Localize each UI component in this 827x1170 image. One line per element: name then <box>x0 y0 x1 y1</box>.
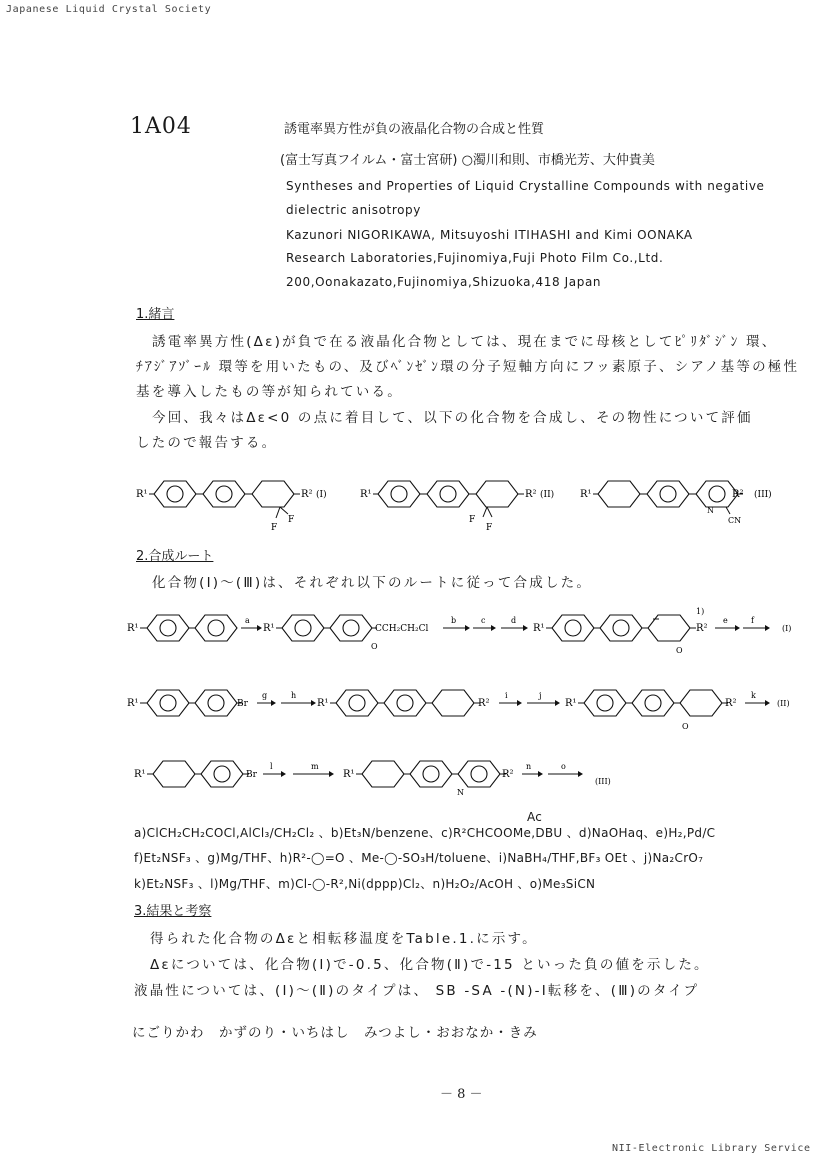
route-compound-iii <box>130 755 650 807</box>
r1-label: R¹ <box>127 698 139 709</box>
paper-title-en-line2: dielectric anisotropy <box>286 203 421 217</box>
section-2-line1: 化合物(Ⅰ)～(Ⅲ)は、それぞれ以下のルートに従って合成した。 <box>152 575 593 591</box>
compound-i-structure <box>136 481 327 533</box>
cyano-label: CN <box>728 516 742 525</box>
arrow-a-label: a <box>245 616 250 625</box>
route-compound-ii <box>125 680 805 736</box>
oxygen-label: O <box>371 642 378 651</box>
arrow-g-label: g <box>262 691 268 700</box>
r1-label: R¹ <box>127 623 139 634</box>
fluorine-label: F <box>271 523 278 533</box>
route-compound-i <box>125 605 805 661</box>
affiliation-line2: 200,Oonakazato,Fujinomiya,Shizuoka,418 Japan <box>286 275 602 289</box>
authors-en: Kazunori NIGORIKAWA, Mitsuyoshi ITIHASHI and Kimi OONAKA <box>286 228 693 242</box>
fluorine-label: F <box>288 515 295 525</box>
r1-label: R¹ <box>343 769 355 780</box>
arrow-j-label: j <box>539 691 542 700</box>
r1-label: R¹ <box>580 489 592 500</box>
compound-iii-structure <box>580 481 772 525</box>
section-1-line1: 誘電率異方性(Δε)が負で在る液晶化合物としては、現在までに母核としてﾋﾟﾘﾀﾞｼﾞﾝ 環、 <box>152 334 778 350</box>
r2-label: R² <box>525 489 537 500</box>
compound-iii-label: (III) <box>754 490 772 500</box>
fluorine-label: F <box>486 523 493 533</box>
acetyl-label: Ac <box>527 810 543 824</box>
author-reading: にごりかわ かずのり・いちはし みつよし・おおなか・きみ <box>132 1025 538 1041</box>
reagent-line2: f)Et₂NSF₃ 、g)Mg/THF、h)R²-◯=O 、Me-◯-SO₃H/toluene、i)NaBH₄/THF,BF₃ OEt 、j)Na₂CrO₇ <box>134 851 704 865</box>
reagent-line1: a)ClCH₂CH₂COCl,AlCl₃/CH₂Cl₂ 、b)Et₃N/benzene、c)R²CHCOOMe,DBU 、d)NaOHaq、e)H₂,Pd/C <box>134 826 716 840</box>
society-header: Japanese Liquid Crystal Society <box>6 4 212 15</box>
r1-label: R¹ <box>263 623 275 634</box>
oxygen-label: O <box>682 722 689 731</box>
r1-label: R¹ <box>317 698 329 709</box>
r2-label: R² <box>301 489 313 500</box>
compound-iii-label: (III) <box>595 777 611 786</box>
paper-title-en-line1: Syntheses and Properties of Liquid Crystalline Compounds with negative <box>286 179 765 193</box>
r2-label: R² <box>502 769 514 780</box>
section-1-line2: ﾁｱｼﾞｱｿﾞｰﾙ 環等を用いたもの、及びﾍﾞﾝｾﾞﾝ環の分子短軸方向にフッ素原子、シアノ基等の極性 <box>136 359 800 375</box>
section-1-heading: 1.緒言 <box>136 307 175 322</box>
arrow-k-label: k <box>751 691 756 700</box>
compound-i-label: (I) <box>316 490 327 500</box>
affiliation-line1: Research Laboratories,Fujinomiya,Fuji Photo Film Co.,Ltd. <box>286 251 664 265</box>
reagent-line3: k)Et₂NSF₃ 、l)Mg/THF、m)Cl-◯-R²,Ni(dppp)Cl₂、n)H₂O₂/AcOH 、o)Me₃SiCN <box>134 877 596 891</box>
r1-label: R¹ <box>134 769 146 780</box>
r2-label: R² <box>696 623 708 634</box>
section-1-line5: したので報告する。 <box>136 435 278 451</box>
page-number: － 8 － <box>440 1087 483 1102</box>
bromo-label: Br <box>246 770 257 780</box>
section-2-heading: 2.合成ルート <box>136 549 214 564</box>
section-3-line2: Δεについては、化合物(Ⅰ)で-0.5、化合物(Ⅱ)で-15 といった負の値を示した。 <box>150 957 710 973</box>
compound-ii-label: (II) <box>777 699 790 708</box>
arrow-n-label: n <box>526 762 532 771</box>
oxygen-label: O <box>676 646 683 655</box>
arrow-f-label: f <box>751 616 754 625</box>
arrow-m-label: m <box>311 762 319 771</box>
bromo-label: Br <box>237 699 248 709</box>
arrow-b-label: b <box>451 616 457 625</box>
nitrogen-label: N <box>707 506 714 515</box>
section-3-heading: 3.結果と考察 <box>134 904 212 919</box>
arrow-h-label: h <box>291 691 297 700</box>
section-1-line3: 基を導入したもの等が知られている。 <box>136 384 403 400</box>
authors-ja: (富士写真フイルム・富士宮研) ○濁川和則、市橋光芳、大仲貴美 <box>280 153 655 168</box>
library-footer: NII-Electronic Library Service <box>612 1143 811 1154</box>
arrow-d-label: d <box>511 616 517 625</box>
r2-label: R² <box>478 698 490 709</box>
paper-title-ja: 誘電率異方性が負の液晶化合物の合成と性質 <box>284 122 545 137</box>
nitrogen-label: N <box>457 788 464 797</box>
compound-i-label: (I) <box>782 624 792 633</box>
fluorine-label: F <box>469 515 476 525</box>
r1-label: R¹ <box>136 489 148 500</box>
step-1-marker: 1) <box>696 607 705 616</box>
r2-label: R² <box>725 698 737 709</box>
abstract-code: 1A04 <box>130 114 192 139</box>
arrow-i-label: i <box>505 691 508 700</box>
arrow-o-label: o <box>561 762 566 771</box>
compound-ii-structure <box>360 481 554 533</box>
arrow-c-label: c <box>481 616 486 625</box>
r2-label: R² <box>732 489 744 500</box>
arrow-l-label: l <box>270 762 273 771</box>
section-3-line3: 液晶性については、(Ⅰ)～(Ⅱ)のタイプは、 SB -SA -(N)-I転移を、(Ⅲ)のタイプ <box>134 983 700 999</box>
chloropropanoyl-label: CCH₂CH₂Cl <box>375 624 429 634</box>
arrow-e-label: e <box>723 616 728 625</box>
r1-label: R¹ <box>533 623 545 634</box>
target-compounds-figure <box>130 470 790 534</box>
section-3-line1: 得られた化合物のΔεと相転移温度をTable.1.に示す。 <box>150 931 538 947</box>
r1-label: R¹ <box>565 698 577 709</box>
compound-ii-label: (II) <box>540 490 555 500</box>
section-1-line4: 今回、我々はΔε<0 の点に着目して、以下の化合物を合成し、その物性について評価 <box>152 410 753 426</box>
r1-label: R¹ <box>360 489 372 500</box>
